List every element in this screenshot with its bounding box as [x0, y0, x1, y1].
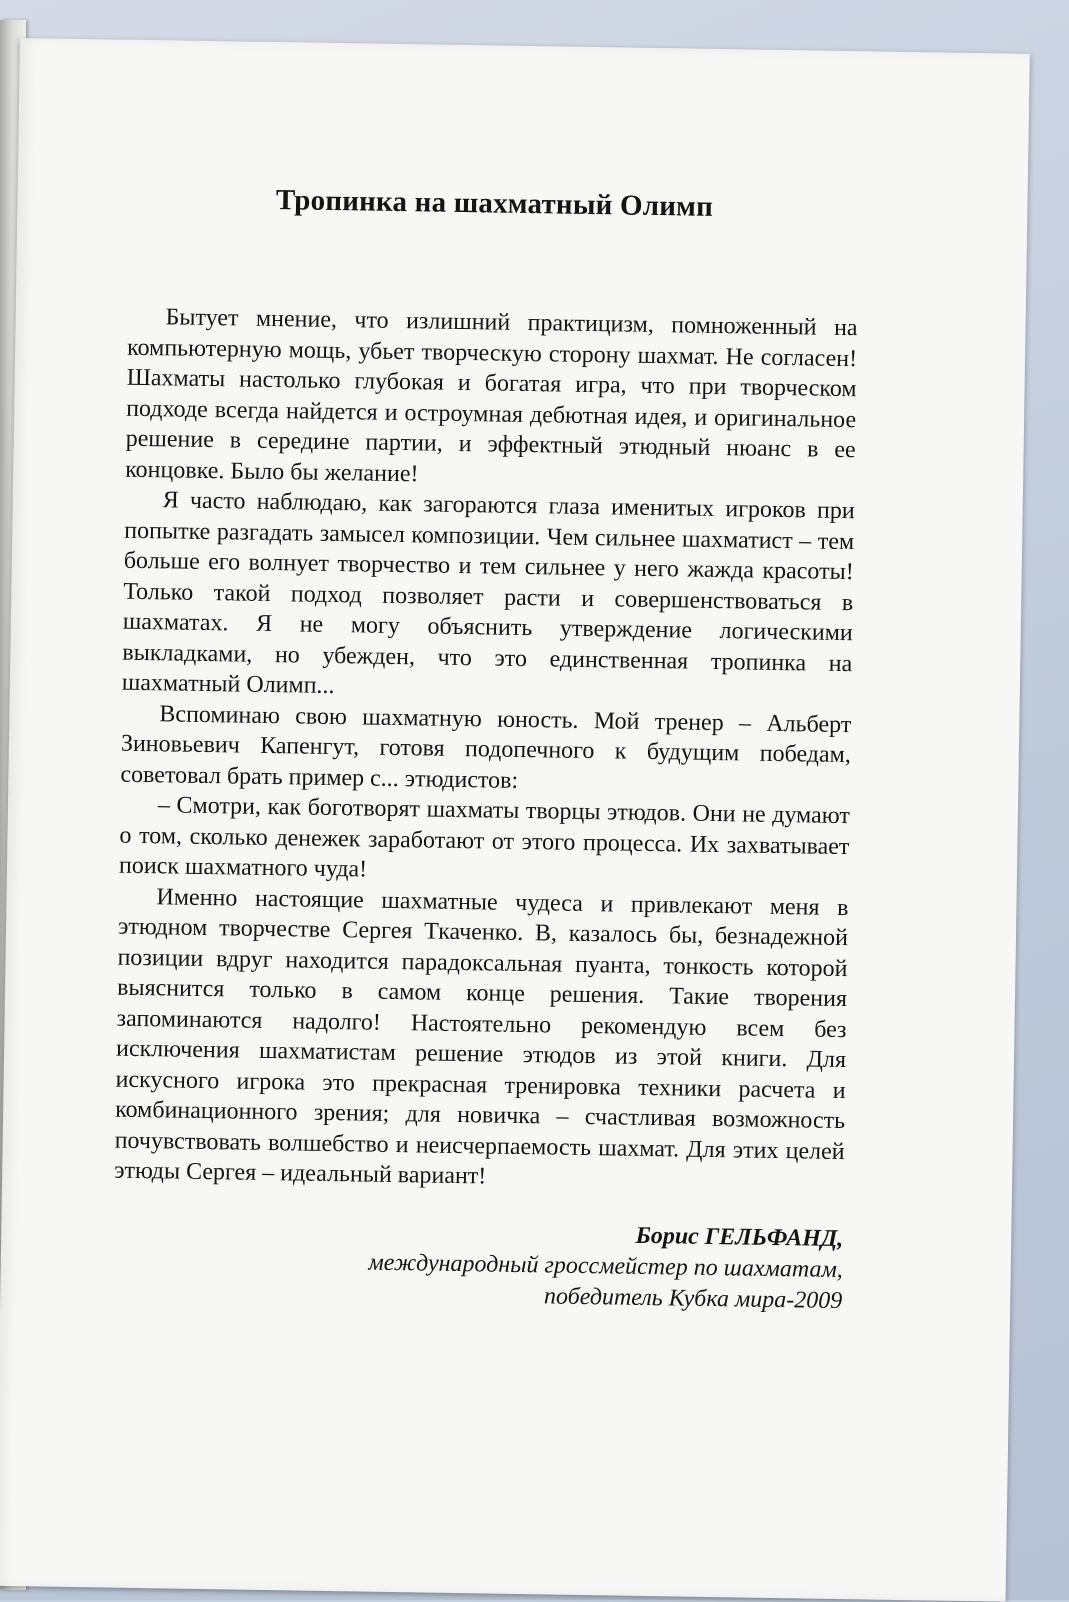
author-name: Борис ГЕЛЬФАНД, [635, 1222, 844, 1252]
book-page [0, 38, 1030, 1602]
paragraph: Именно настоящие шахматные чудеса и привлекают меня в этюдном творчестве Сергея Ткаченко. В, казалось бы, безнадежной позиции вдруг находится парадоксальная пуанта, тонкость которой выяснится только в самом конце решения. Такие творения запоминаются надолго! Настоятельно рекомендую всем без исключения шахматистам решение этюдов из этой книги. Для искусного игрока это прекрасная тренировка техники расчета и комбинационного зрения; для новичка – счастливая возможность почувствовать волшебство и неисчерпаемость шахмат. Для этих целей этюды Сергея – идеальный вариант! [114, 883, 849, 1190]
signature-block [112, 1212, 843, 1316]
page-content [112, 180, 860, 1317]
paragraph: Я часто наблюдаю, как загораются глаза именитых игроков при попытке разгадать замысел композиции. Чем сильнее шахматист – тем больше его волнует творчество и тем сильнее у него жажда красоты! Только такой подход позволяет расти и совершенствоваться в шахматах. Я не могу объяснить утверждение логическими выкладками, но убежден, что это единственная тропинка на шахматный Олимп... [121, 487, 855, 700]
paragraph: Вспоминаю свою шахматную юность. Мой тренер – Альберт Зиновьевич Капенгут, готовя подопечного к будущим победам, советовал брать пример с... этюдистов: [120, 700, 852, 794]
body-text [114, 302, 858, 1198]
paragraph: Бытует мнение, что излишний практицизм, помноженный на компьютерную мощь, убьет творческую сторону шахмат. Не согласен! Шахматы настолько глубокая и богатая игра, что при творческом подходе всегда найдется и остроумная дебютная идея, и оригинальное решение в середине партии, и эффектный этюдный нюанс в ее концовке. Было бы желание! [125, 304, 858, 487]
author-title: международный гроссмейстер по шахматам, [368, 1249, 843, 1283]
page-title: Тропинка на шахматный Олимп [275, 184, 714, 223]
paragraph: – Смотри, как боготворят шахматы творцы этюдов. Они не думают о том, сколько денежек заработают от этого процесса. Их захватывает поиск шахматного чуда! [118, 792, 851, 883]
author-achievement: победитель Кубка мира-2009 [543, 1282, 843, 1314]
